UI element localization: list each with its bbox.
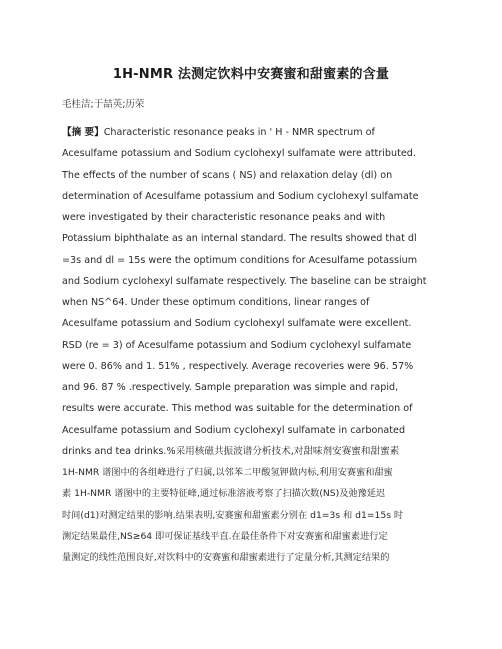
abstract-line: and Sodium cyclohexyl sulfamate respectively. The baseline can be straight	[62, 275, 427, 287]
abstract-line: Acesulfame potassium and Sodium cyclohexyl sulfamate were attributed.	[62, 148, 416, 160]
abstract-line: when NS^64. Under these optimum conditions, linear ranges of	[62, 297, 370, 308]
paper-title: 1H-NMR 法测定饮料中安赛蜜和甜蜜素的含量	[112, 67, 390, 82]
abstract-line: results were accurate. This method was suitable for the determination of	[62, 403, 413, 415]
abstract-line: 时间(d1)对测定结果的影响.结果表明,安赛蜜和甜蜜素分别在 d1=3s 和 d1=15s 时	[62, 509, 404, 521]
abstract-line: 测定结果最佳,NS≥64 即可保证基线平直.在最佳条件下对安赛蜜和甜蜜素进行定	[62, 530, 388, 542]
abstract-line: 【摘 要】Characteristic resonance peaks in ' H - NMR spectrum of	[62, 127, 375, 138]
abstract-line: were investigated by their characteristic resonance peaks and with	[62, 212, 386, 223]
abstract-line: Acesulfame potassium and Sodium cyclohexyl sulfamate were excellent.	[62, 318, 412, 330]
abstract-line: Potassium biphthalate as an internal standard. The results showed that dl	[62, 233, 417, 245]
abstract-line: Acesulfame potassium and Sodium cyclohexyl sulfamate in carbonated	[62, 424, 406, 436]
abstract-line: The effects of the number of scans ( NS) and relaxation delay (dl) on	[62, 169, 393, 181]
abstract-line: and 96. 87 % .respectively. Sample preparation was simple and rapid,	[62, 382, 399, 393]
abstract-line: were 0. 86% and 1. 51% , respectively. Average recoveries were 96. 57%	[62, 360, 414, 372]
abstract-line: determination of Acesulfame potassium and Sodium cyclohexyl sulfamate	[62, 190, 419, 202]
abstract-line: =3s and dl = 15s were the optimum conditions for Acesulfame potassium	[62, 254, 418, 266]
abstract-line: drinks and tea drinks.%采用核磁共振波谱分析技术,对甜味剂安赛蜜和甜蜜素	[62, 445, 400, 457]
abstract-line: 素 1H-NMR 谱图中的主要特征峰,通过标准溶液考察了扫描次数(NS)及弛豫延迟	[62, 488, 386, 500]
abstract-line: 1H-NMR 谱图中的各组峰进行了归属,以邻苯二甲酸氢钾做内标,利用安赛蜜和甜蜜	[62, 467, 393, 478]
abstract-line: RSD (re = 3) of Acesulfame potassium and Sodium cyclohexyl sulfamate	[62, 339, 412, 351]
abstract-line: 量测定的线性范围良好,对饮料中的安赛蜜和甜蜜素进行了定量分析,其测定结果的	[62, 552, 390, 563]
abstract-body	[62, 122, 442, 568]
abstract-label: 【摘 要】	[62, 127, 104, 138]
author-list: 毛桂洁;于喆英;历荣	[62, 99, 145, 110]
